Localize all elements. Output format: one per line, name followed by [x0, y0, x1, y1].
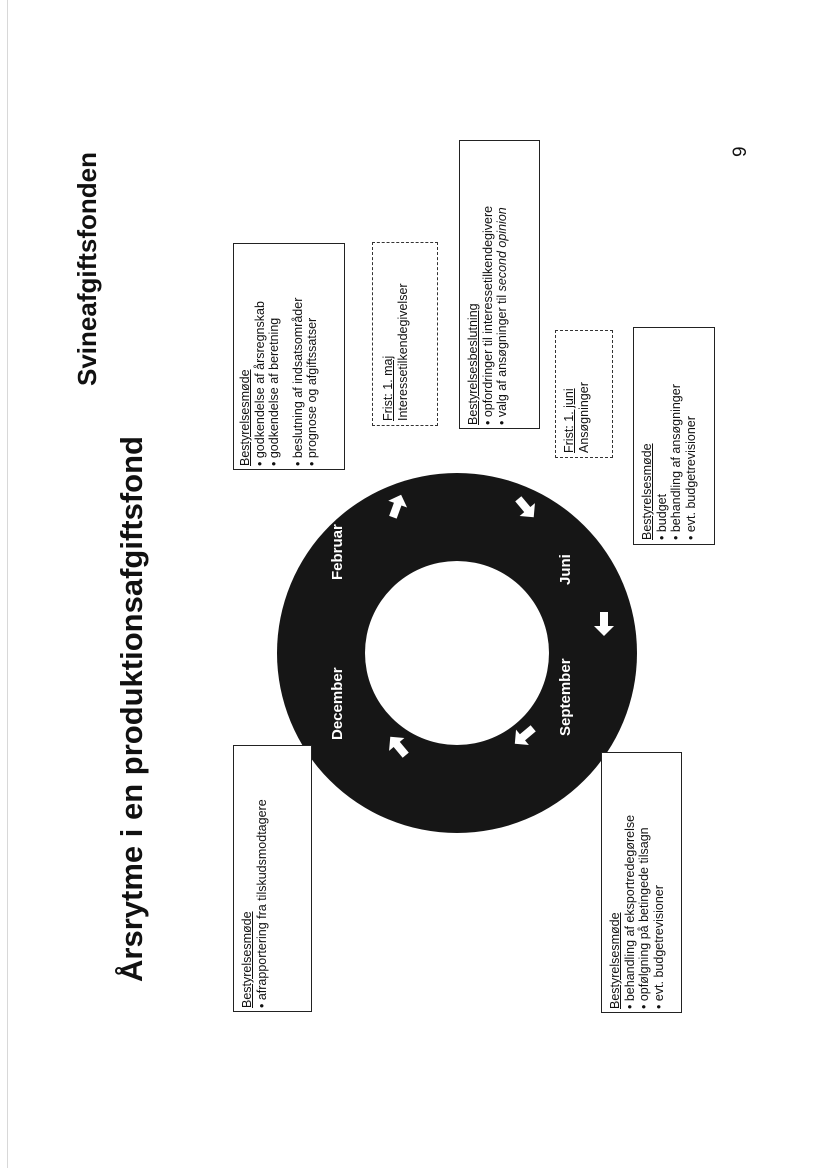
- september-meeting-box: [601, 752, 682, 1013]
- list-item: • behandling af eksportredegørelse: [622, 814, 637, 1009]
- cycle-arrow-icon: [384, 732, 412, 760]
- cycle-arrow-icon: [590, 610, 618, 638]
- box-heading: Bestyrelsesmøde: [238, 369, 252, 466]
- december-meeting-box: [233, 745, 312, 1012]
- list-item: • evt. budgetrevisioner: [651, 885, 666, 1009]
- june-meeting-box: [633, 327, 715, 545]
- month-label-juni: Juni: [557, 554, 574, 585]
- box-heading: Bestyrelsesmøde: [640, 443, 654, 540]
- cycle-arrow-icon: [383, 492, 411, 520]
- februar-meeting-box: [233, 243, 345, 470]
- deadline-june-box: [555, 330, 613, 458]
- deadline-may-box: [372, 242, 438, 426]
- cycle-arrow-icon: [512, 494, 540, 522]
- month-label-februar: Februar: [329, 524, 346, 580]
- list-item: • opfordringer til interessetilkendegivere: [480, 205, 495, 425]
- box-text: Interessetilkendegivelser: [395, 283, 410, 421]
- org-heading: Svineafgiftsfonden: [72, 151, 102, 386]
- box-heading: Bestyrelsesmøde: [608, 912, 622, 1009]
- list-item: • beslutning af indsatsområder: [290, 297, 305, 466]
- list-item: • godkendelse af beretning: [267, 317, 281, 466]
- cycle-arrow-icon: [510, 722, 538, 750]
- list-item: • budget: [654, 493, 669, 540]
- list-item: • afrapportering fra tilskudsmodtagere: [254, 799, 269, 1008]
- annual-cycle-center: [365, 561, 549, 745]
- month-label-september: September: [557, 658, 574, 736]
- page-title: Årsrytme i en produktionsafgiftsfond: [114, 436, 149, 982]
- box-heading: Frist: 1. maj: [381, 355, 395, 421]
- box-text: Ansøgninger: [576, 382, 591, 453]
- board-decision-box: [459, 140, 540, 429]
- list-item: • opfølgning på betingede tilsagn: [637, 827, 651, 1009]
- scan-edge-line: [7, 0, 8, 1168]
- list-item: • valg af ansøgninger til second opinion: [495, 207, 509, 425]
- box-heading: Frist: 1. juni: [562, 388, 576, 453]
- list-item: • prognose og afgiftssatser: [305, 317, 319, 466]
- list-item: • evt. budgetrevisioner: [683, 416, 698, 540]
- box-heading: Bestyrelsesmøde: [240, 911, 254, 1008]
- page-number: 9: [730, 146, 751, 157]
- box-heading: Bestyrelsesbeslutning: [466, 303, 480, 425]
- list-item: • godkendelse af årsregnskab: [252, 301, 267, 466]
- list-item: • behandling af ansøgninger: [669, 384, 683, 540]
- month-label-december: December: [329, 667, 346, 740]
